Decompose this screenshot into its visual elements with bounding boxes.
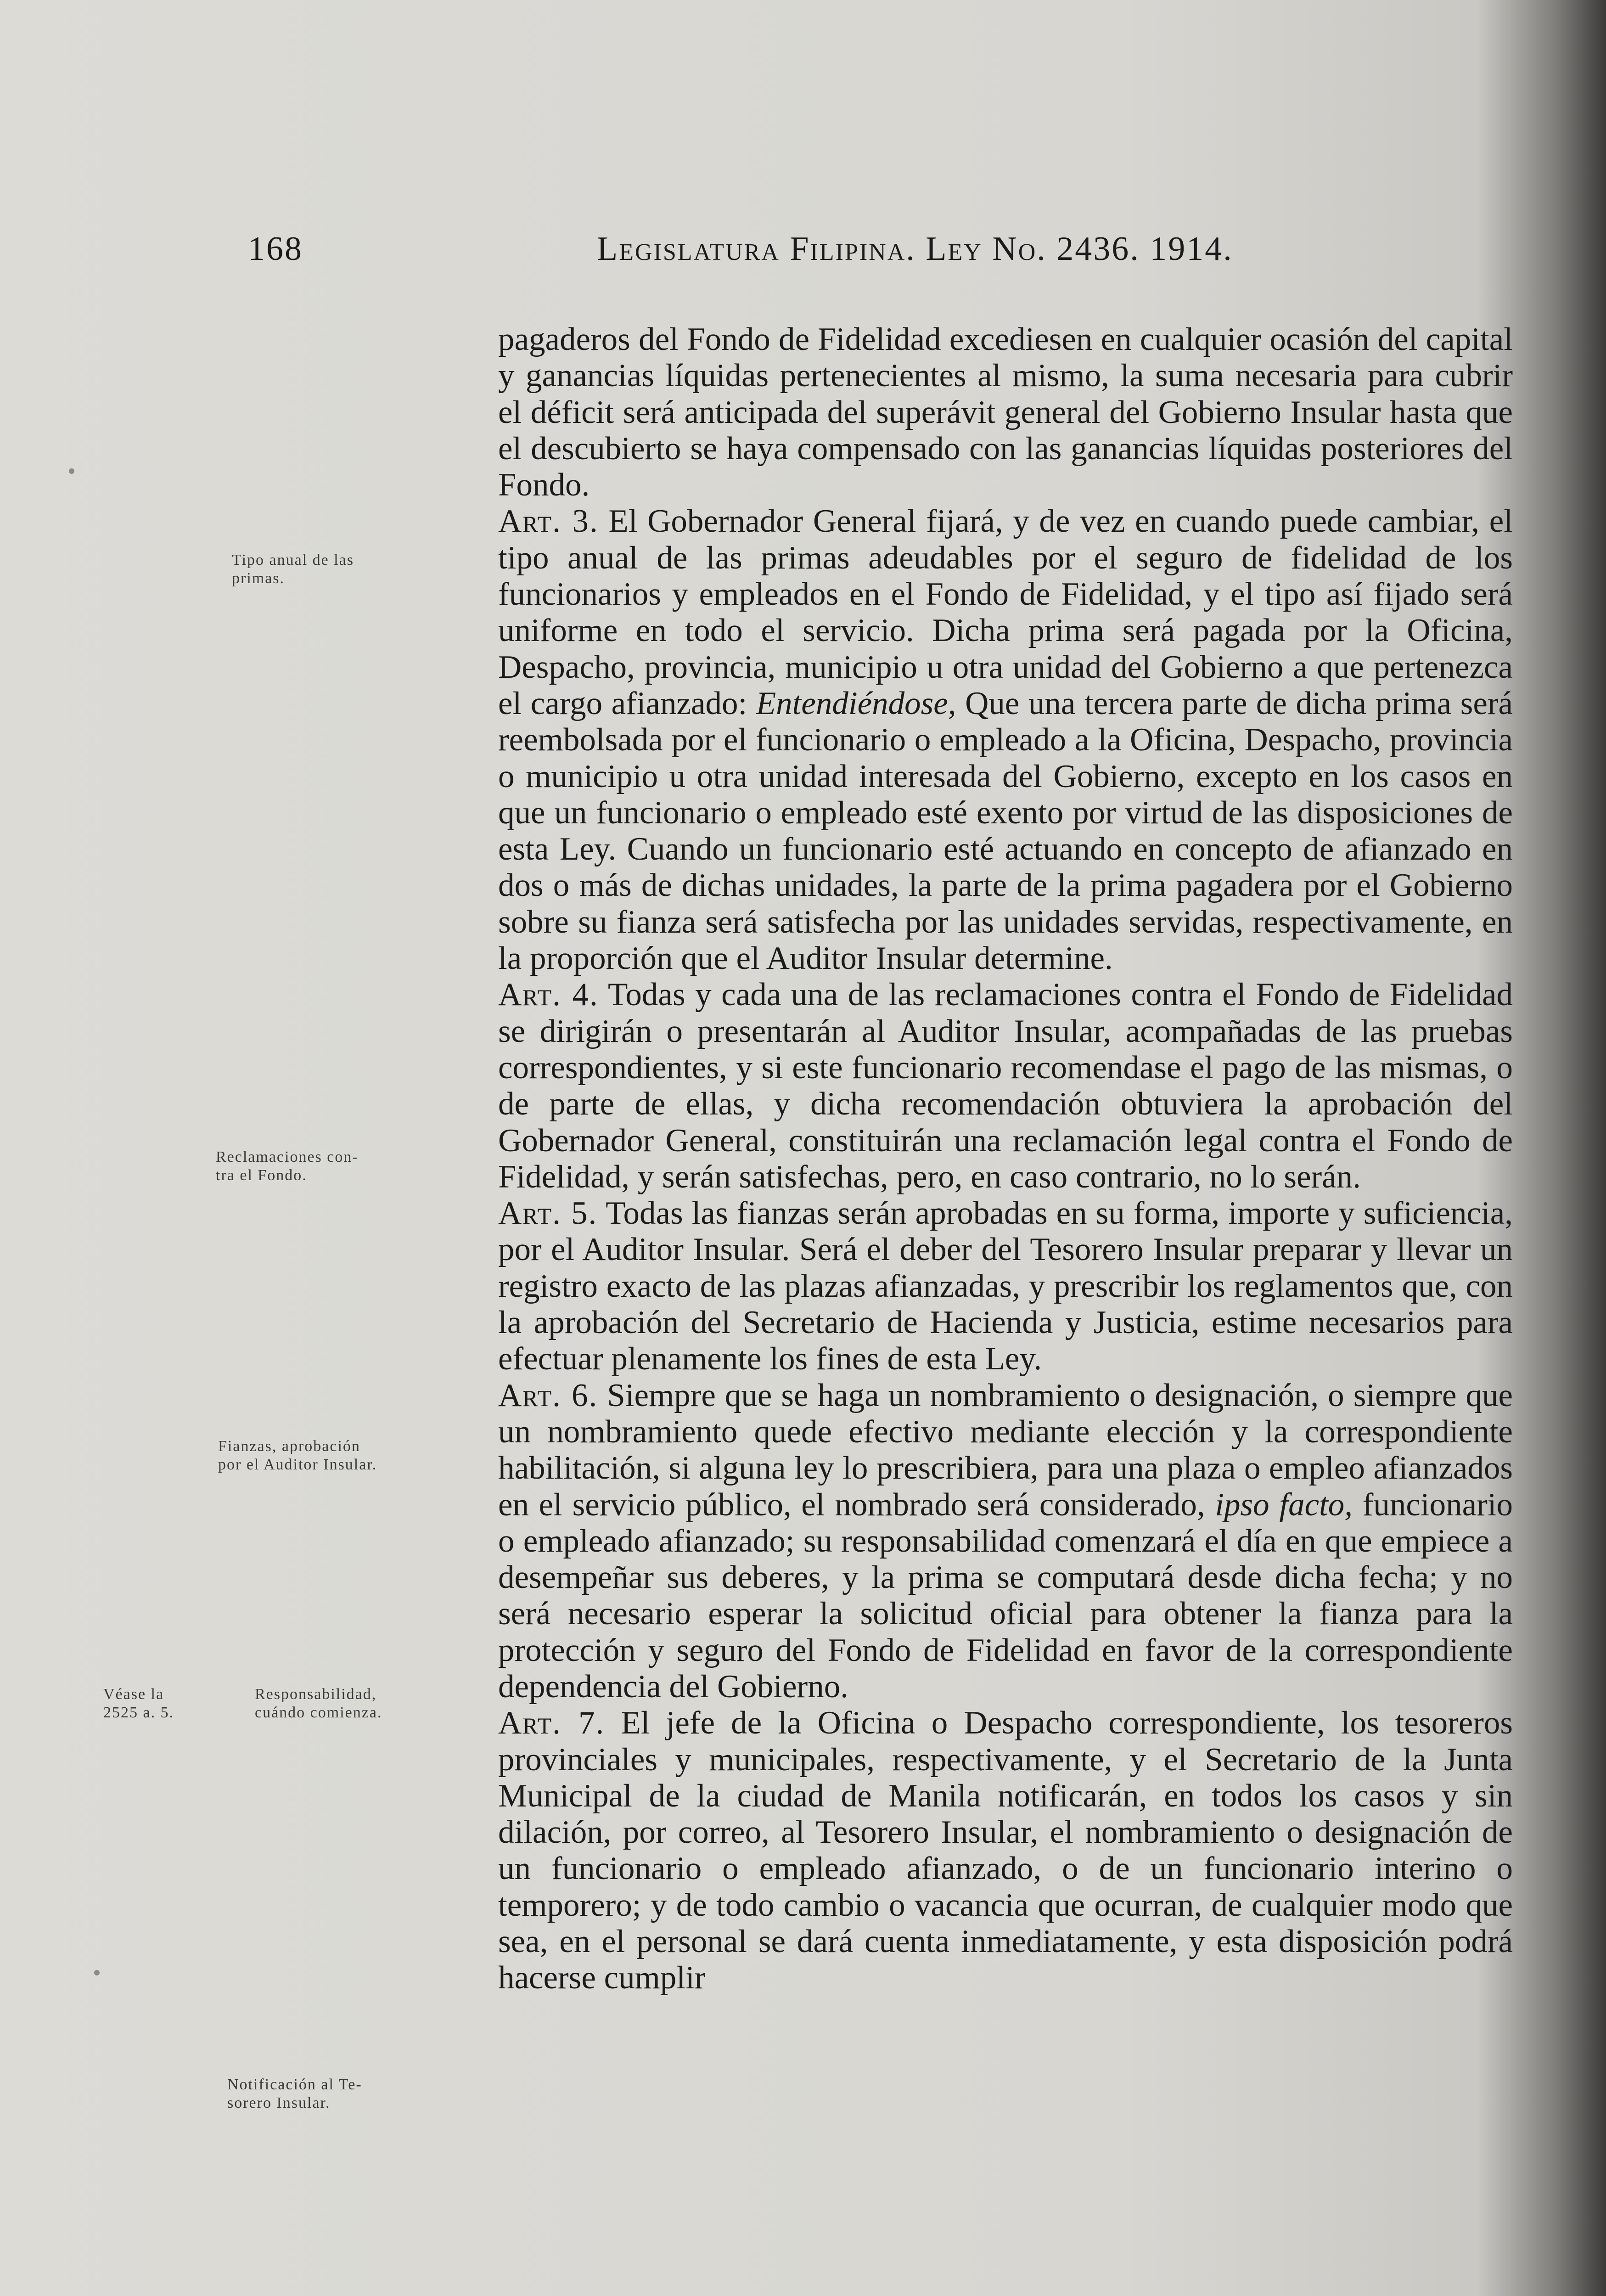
article-label: Art. 3.	[498, 503, 599, 540]
article-label: Art. 5.	[498, 1195, 598, 1232]
italic-term: ipso facto,	[1215, 1486, 1353, 1523]
side-note-art7: Notificación al Te- sorero Insular.	[227, 2076, 362, 2111]
side-note-cross-reference: Véase la 2525 a. 5.	[103, 1686, 174, 1721]
paragraph-continuation: pagaderos del Fondo de Fidelidad excediesen en cualquier ocasión del capital y ganancias líquidas pertenecientes al mismo, la suma necesaria para cubrir el déficit será anticipada del superávit general del Gobierno Insular hasta que el descubierto se haya compensado con las ganancias líquidas posteriores del Fondo.	[498, 321, 1513, 503]
paragraph-art7: Art. 7. El jefe de la Oficina o Despacho correspondiente, los tesoreros provinciales y municipales, respectivamente, y el Secretario de la Junta Municipal de la ciudad de Manila notificarán, en todos los casos y sin dilación, por correo, al Tesorero Insular, el nombramiento o designación de un funcionario o empleado afianzado, o de un funcionario interino o temporero; y de todo cambio o vacancia que ocurran, de cualquier modo que sea, en el personal se dará cuenta inmediatamente, y esta disposición podrá hacerse cumplir	[498, 1705, 1513, 1996]
margin-dot	[69, 468, 74, 474]
article-label: Art. 7.	[498, 1705, 605, 1741]
italic-term: Entendiéndose,	[756, 685, 956, 721]
paragraph-art6: Art. 6. Siempre que se haga un nombramiento o designación, o siempre que un nombramiento quede efectivo mediante elección y la correspondiente habilitación, si alguna ley lo prescribiera, para una plaza o empleo afianzados en el servicio público, el nombrado será considerado, ipso facto, funcionario o empleado afianzado; su responsabilidad comenzará el día en que empiece a desempeñar sus deberes, y la prima se computará desde dicha fecha; y no será necesario esperar la solicitud oficial para obtener la fianza para la protección y seguro del Fondo de Fidelidad en favor de la correspondiente dependencia del Gobierno.	[498, 1377, 1513, 1705]
side-note-art6: Responsabilidad, cuándo comienza.	[255, 1686, 382, 1721]
paragraph-art5: Art. 5. Todas las fianzas serán aprobadas en su forma, importe y suficiencia, por el Auditor Insular. Será el deber del Tesorero Insular preparar y llevar un registro exacto de las plazas afianzadas, y prescribir los reglamentos que, con la aprobación del Secretario de Hacienda y Justicia, estime necesarios para efectuar plenamente los fines de esta Ley.	[498, 1195, 1513, 1377]
side-note-art3: Tipo anual de las primas.	[232, 551, 354, 587]
side-note-art4: Reclamaciones con- tra el Fondo.	[216, 1148, 359, 1184]
article-label: Art. 4.	[498, 977, 599, 1013]
running-head: Legislatura Filipina. Ley No. 2436. 1914.	[597, 230, 1233, 268]
margin-dot	[94, 1970, 100, 1975]
paragraph-art3: Art. 3. El Gobernador General fijará, y de vez en cuando puede cambiar, el tipo anual de las primas adeudables por el seguro de fidelidad de los funcionarios y empleados en el Fondo de Fidelidad, y el tipo así fijado será uniforme en todo el servicio. Dicha prima será pagada por la Oficina, Despacho, provincia, municipio u otra unidad del Gobierno a que pertenezca el cargo afianzado: Entendiéndose, Que una tercera parte de dicha prima será reembolsada por el funcionario o empleado a la Oficina, Despacho, provincia o municipio u otra unidad interesada del Gobierno, excepto en los casos en que un funcionario o empleado esté exento por virtud de las disposiciones de esta Ley. Cuando un funcionario esté actuando en concepto de afianzado en dos o más de dichas unidades, la parte de la prima pagadera por el Gobierno sobre su fianza será satisfecha por las unidades servidas, respectivamente, en la proporción que el Auditor Insular determine.	[498, 503, 1513, 977]
page-header	[248, 230, 1556, 280]
side-note-art5: Fianzas, aprobación por el Auditor Insular.	[218, 1438, 377, 1473]
paragraph-art4: Art. 4. Todas y cada una de las reclamaciones contra el Fondo de Fidelidad se dirigirán o presentarán al Auditor Insular, acompañadas de las pruebas correspondientes, y si este funcionario recomendase el pago de las mismas, o de parte de ellas, y dicha recomendación obtuviera la aprobación del Gobernador General, constituirán una reclamación legal contra el Fondo de Fidelidad, y serán satisfechas, pero, en caso contrario, no lo serán.	[498, 977, 1513, 1195]
page-number: 168	[248, 230, 303, 268]
main-text	[498, 321, 1513, 1997]
article-label: Art. 6.	[498, 1377, 598, 1413]
